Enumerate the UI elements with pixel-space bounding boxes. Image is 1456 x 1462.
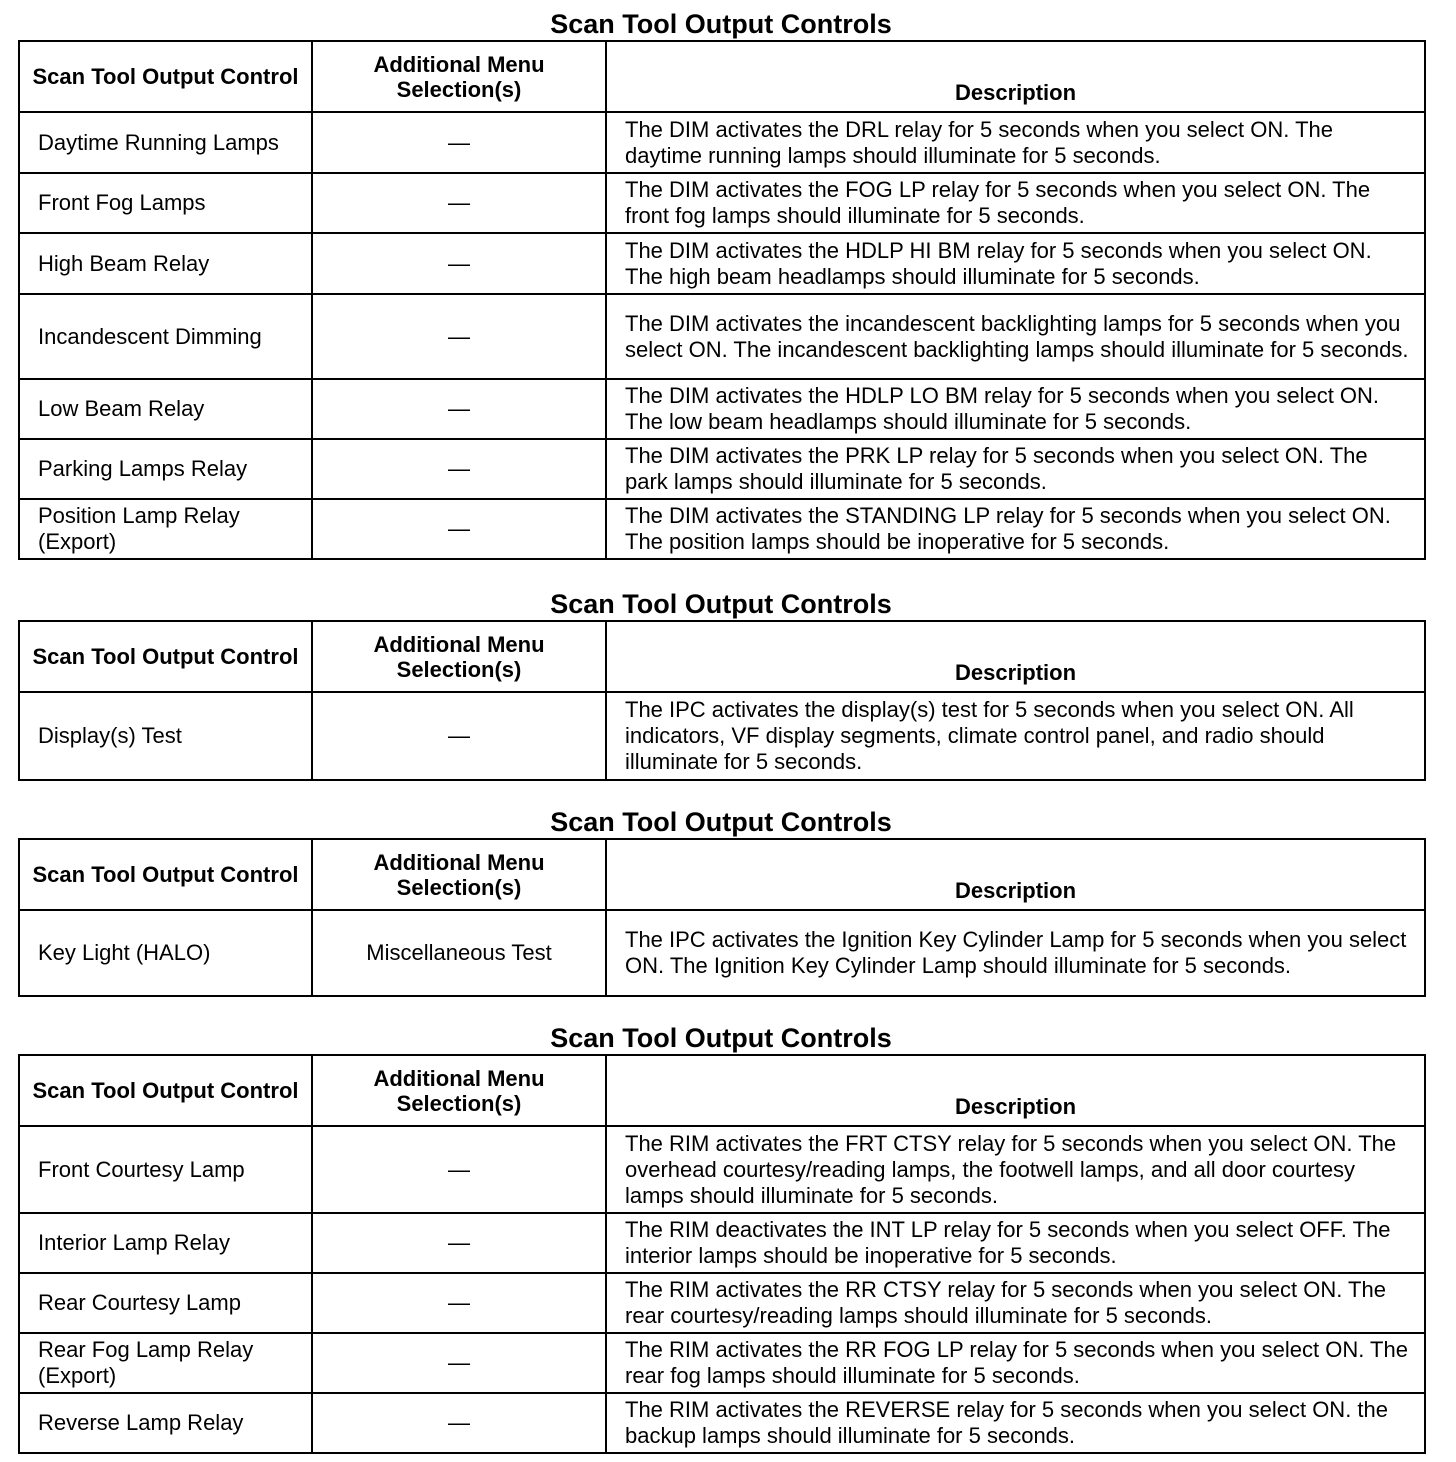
- table-row: [19, 173, 1425, 233]
- menu-cell: —: [312, 692, 606, 780]
- table-row: [19, 233, 1425, 294]
- output-controls-table: [18, 1054, 1426, 1454]
- output-controls-table: [18, 838, 1426, 997]
- description-cell: The IPC activates the Ignition Key Cylinder Lamp for 5 seconds when you select ON. The Ignition Key Cylinder Lamp should illuminate for 5 seconds.: [606, 910, 1425, 996]
- description-cell: The DIM activates the PRK LP relay for 5 seconds when you select ON. The park lamps should illuminate for 5 seconds.: [606, 439, 1425, 499]
- table-title: Scan Tool Output Controls: [550, 589, 892, 619]
- menu-cell: —: [312, 1213, 606, 1273]
- control-cell: Incandescent Dimming: [19, 294, 312, 379]
- table-row: [19, 112, 1425, 173]
- header-scan-tool-output-control: Scan Tool Output Control: [19, 839, 312, 910]
- header-description: Description: [606, 621, 1425, 692]
- menu-cell: —: [312, 1126, 606, 1213]
- header-additional-menu-selections: Additional Menu Selection(s): [312, 621, 606, 692]
- table-row: [19, 910, 1425, 996]
- table-row: [19, 439, 1425, 499]
- table-row: [19, 294, 1425, 379]
- description-cell: The RIM activates the RR CTSY relay for 5 seconds when you select ON. The rear courtesy/reading lamps should illuminate for 5 seconds.: [606, 1273, 1425, 1333]
- description-cell: The DIM activates the STANDING LP relay for 5 seconds when you select ON. The position lamps should be inoperative for 5 seconds.: [606, 499, 1425, 559]
- control-cell: High Beam Relay: [19, 233, 312, 294]
- header-scan-tool-output-control: Scan Tool Output Control: [19, 41, 312, 112]
- table-title: Scan Tool Output Controls: [550, 807, 892, 837]
- table-row: [19, 379, 1425, 439]
- description-cell: The RIM activates the FRT CTSY relay for 5 seconds when you select ON. The overhead courtesy/reading lamps, the footwell lamps, and all door courtesy lamps should illuminate for 5 seconds.: [606, 1126, 1425, 1213]
- header-additional-menu-selections: Additional Menu Selection(s): [312, 1055, 606, 1126]
- table-row: [19, 1213, 1425, 1273]
- table-row: [19, 692, 1425, 780]
- output-controls-section-rim: [18, 1022, 1424, 1454]
- control-cell: Position Lamp Relay (Export): [19, 499, 312, 559]
- description-cell: The DIM activates the FOG LP relay for 5 seconds when you select ON. The front fog lamps should illuminate for 5 seconds.: [606, 173, 1425, 233]
- control-cell: Display(s) Test: [19, 692, 312, 780]
- menu-cell: —: [312, 379, 606, 439]
- table-row: [19, 1126, 1425, 1213]
- control-cell: Low Beam Relay: [19, 379, 312, 439]
- description-cell: The DIM activates the DRL relay for 5 seconds when you select ON. The daytime running lamps should illuminate for 5 seconds.: [606, 112, 1425, 173]
- control-cell: Key Light (HALO): [19, 910, 312, 996]
- table-row: [19, 499, 1425, 559]
- output-controls-section-ipc-display: [18, 588, 1424, 781]
- table-title: Scan Tool Output Controls: [550, 9, 892, 39]
- header-additional-menu-selections: Additional Menu Selection(s): [312, 41, 606, 112]
- output-controls-table: [18, 620, 1426, 781]
- header-description: Description: [606, 839, 1425, 910]
- output-controls-section-ipc-key-light: [18, 806, 1424, 997]
- menu-cell: —: [312, 233, 606, 294]
- description-cell: The RIM activates the REVERSE relay for 5 seconds when you select ON. the backup lamps should illuminate for 5 seconds.: [606, 1393, 1425, 1453]
- header-description: Description: [606, 41, 1425, 112]
- description-cell: The RIM deactivates the INT LP relay for 5 seconds when you select OFF. The interior lamps should be inoperative for 5 seconds.: [606, 1213, 1425, 1273]
- menu-cell: —: [312, 1333, 606, 1393]
- table-title: Scan Tool Output Controls: [550, 1023, 892, 1053]
- menu-cell: —: [312, 294, 606, 379]
- menu-cell: —: [312, 1273, 606, 1333]
- header-scan-tool-output-control: Scan Tool Output Control: [19, 1055, 312, 1126]
- control-cell: Daytime Running Lamps: [19, 112, 312, 173]
- table-row: [19, 1333, 1425, 1393]
- description-cell: The RIM activates the RR FOG LP relay for 5 seconds when you select ON. The rear fog lamps should illuminate for 5 seconds.: [606, 1333, 1425, 1393]
- menu-cell: Miscellaneous Test: [312, 910, 606, 996]
- description-cell: The DIM activates the incandescent backlighting lamps for 5 seconds when you select ON. The incandescent backlighting lamps should illuminate for 5 seconds.: [606, 294, 1425, 379]
- control-cell: Front Fog Lamps: [19, 173, 312, 233]
- output-controls-table: [18, 40, 1426, 560]
- control-cell: Rear Courtesy Lamp: [19, 1273, 312, 1333]
- control-cell: Reverse Lamp Relay: [19, 1393, 312, 1453]
- header-description: Description: [606, 1055, 1425, 1126]
- table-row: [19, 1273, 1425, 1333]
- header-additional-menu-selections: Additional Menu Selection(s): [312, 839, 606, 910]
- menu-cell: —: [312, 173, 606, 233]
- menu-cell: —: [312, 439, 606, 499]
- control-cell: Rear Fog Lamp Relay (Export): [19, 1333, 312, 1393]
- control-cell: Front Courtesy Lamp: [19, 1126, 312, 1213]
- control-cell: Parking Lamps Relay: [19, 439, 312, 499]
- table-row: [19, 1393, 1425, 1453]
- menu-cell: —: [312, 1393, 606, 1453]
- output-controls-section-dim: [18, 8, 1424, 560]
- description-cell: The DIM activates the HDLP HI BM relay for 5 seconds when you select ON. The high beam headlamps should illuminate for 5 seconds.: [606, 233, 1425, 294]
- menu-cell: —: [312, 499, 606, 559]
- description-cell: The DIM activates the HDLP LO BM relay for 5 seconds when you select ON. The low beam headlamps should illuminate for 5 seconds.: [606, 379, 1425, 439]
- header-scan-tool-output-control: Scan Tool Output Control: [19, 621, 312, 692]
- menu-cell: —: [312, 112, 606, 173]
- control-cell: Interior Lamp Relay: [19, 1213, 312, 1273]
- description-cell: The IPC activates the display(s) test for 5 seconds when you select ON. All indicators, VF display segments, climate control panel, and radio should illuminate for 5 seconds.: [606, 692, 1425, 780]
